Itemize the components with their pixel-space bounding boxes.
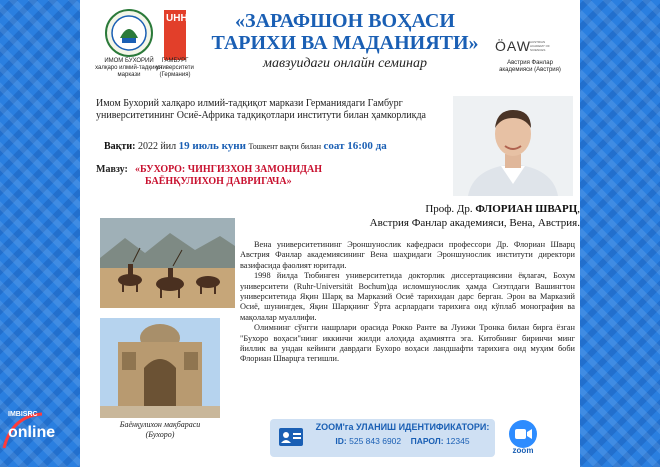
title-line-1: «ЗАРАФШОН ВОҲАСИ	[235, 10, 455, 32]
speaker-affiliation: Австрия Фанлар академияси, Вена, Австрия.	[369, 217, 580, 229]
mausoleum-photo	[100, 318, 220, 418]
topic-line-1: «БУХОРО: ЧИНГИЗХОН ЗАМОНИДАН	[135, 164, 322, 175]
oaw-logo-small: AUSTRIAN ACADEMY OF SCIENCES	[530, 40, 550, 52]
zoom-logo-text: zoom	[512, 446, 534, 455]
zoom-title: ZOOM'га УЛАНИШ ИДЕНТИФИКАТОРИ:	[315, 422, 490, 432]
date-year: 2022 йил	[137, 141, 177, 152]
speaker-info: Проф. Др. ФЛОРИАН ШВАРЦ, Австрия Фанлар академияси, Вена, Австрия.	[290, 202, 580, 230]
speaker-name: ФЛОРИАН ШВАРЦ	[475, 203, 578, 215]
date-label: Вақти:	[104, 141, 136, 152]
zoom-pass-label: ПАРОЛ:	[410, 436, 444, 446]
date-timezone: Тошкент вақти билан	[248, 142, 321, 151]
zoom-id-value[interactable]: 525 843 6902	[349, 436, 402, 446]
date-time: соат 16:00 да	[323, 140, 387, 152]
organizers-text: Имом Бухорий халқаро илмий-тадқиқот маркази Германиядаги Гамбург университетининг Осиё-Африка тадқиқотлари институти билан ҳамкорликда	[96, 98, 426, 121]
imam-bukhari-logo	[104, 8, 154, 58]
speaker-photo	[453, 96, 573, 196]
mausoleum-caption-line-1: Баёнқулихон мақбараси	[119, 420, 201, 429]
oaw-logo: ÖAW	[495, 38, 531, 54]
mausoleum-caption	[100, 420, 220, 440]
zoom-pass-value[interactable]: 12345	[445, 436, 470, 446]
date-day: 19 июль куни	[178, 140, 246, 152]
bio-paragraph-3: Олимнинг сўнгги нашрлари орасида Рокко Ранте ва Луижи Тронка билан бирга ёзган "Бухоро воҳаси"нинг иккинчи жилди алоҳида аҳамиятга эга. Китобнинг биринчи минг йиллик ва ундан кейинги даврдаги Бухоро воҳаси ландшафти тарихига оид муҳим боби Флориан Шварцга тегишли.	[240, 323, 575, 364]
bio-paragraph-1: Вена университетининг Эроншунослик кафедраси профессори Др. Флориан Шварц Австрия Фанлар академиясининг Вена шаҳридаги Эроншунослик институти директори вазифасида фаолият юритади.	[240, 240, 575, 270]
zoom-id-label: ID:	[335, 436, 347, 446]
event-date	[104, 140, 387, 152]
online-logo-text: online	[8, 424, 56, 441]
imam-logo-caption: ИМОМ БУХОРИЙ халқаро илмий-тадқиқот маркази	[95, 58, 163, 78]
oaw-logo-caption: Австрия Фанлар академияси (Австрия)	[499, 60, 561, 73]
online-logo-top: IMBISRC	[8, 411, 38, 418]
bio-paragraph-2: 1998 йилда Тюбинген университетида докторлик диссертациясини ёқлагач, Бохум университети (Ruhr-Universität Bochum)да исломшунослик ҳамда Сиэтлдаги Вашингтон университетида Яқин Шарқ ва Марказий Осиё тарихидан дарс берган. Эрон ва Марказий Осиё, шунингдек, Яқин Шарқнинг Ўрта асрлардаги тарихига оид кўплаб монография ва мақолалар муаллифи.	[240, 271, 575, 322]
topic-label: Мавзу:	[96, 164, 128, 175]
uhh-logo-caption: ГАМБУРГ университети (Германия)	[156, 58, 194, 78]
uhh-logo-text: UHH	[166, 13, 188, 24]
id-card-icon	[278, 424, 304, 450]
zoom-credentials	[310, 436, 495, 446]
historical-painting	[100, 218, 235, 308]
speaker-prefix: Проф. Др.	[425, 203, 473, 215]
topic-line-2: БАЁНҚУЛИХОН ДАВРИГАЧА»	[145, 176, 292, 187]
title-line-2: ТАРИХИ ВА МАДАНИЯТИ»	[211, 32, 479, 54]
page-title	[205, 10, 485, 54]
mausoleum-caption-line-2: (Бухоро)	[145, 430, 175, 439]
topic-title	[135, 164, 385, 188]
subtitle: мавзуидаги онлайн семинар	[263, 56, 427, 71]
zoom-logo-icon	[508, 419, 538, 449]
speaker-biography	[240, 240, 575, 365]
